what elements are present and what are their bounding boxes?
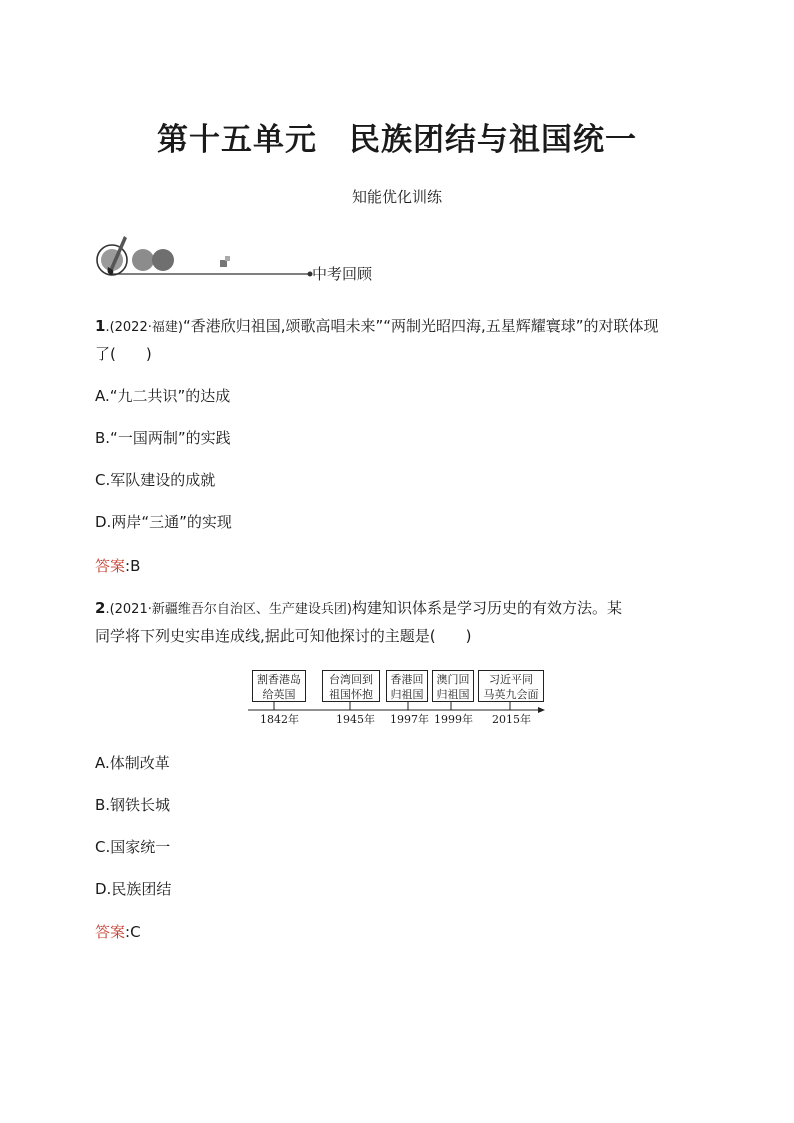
page-subtitle: 知能优化训练: [351, 188, 442, 206]
timeline-year: 2015年: [492, 713, 531, 726]
question-stem: “香港欣归祖国,颂歌高唱未来”“两制光昭四海,五星辉耀寰球”的对联体现: [182, 317, 659, 335]
question-stem-continued: 了( ): [95, 345, 152, 363]
timeline-event: 台湾回到 祖国怀抱: [322, 670, 380, 702]
timeline-year: 1997年: [390, 713, 429, 726]
timeline-event: 割香港岛 给英国: [252, 670, 306, 702]
answer-value: :C: [125, 923, 141, 941]
question-number: 2: [95, 599, 106, 617]
square-icon: [220, 260, 227, 267]
timeline-year: 1842年: [260, 713, 299, 726]
question-2: [95, 595, 705, 649]
option-d: D.两岸“三通”的实现: [95, 513, 232, 531]
answer-value: :B: [125, 557, 141, 575]
answer-label: 答案: [95, 557, 126, 575]
question-source: .(2021·新疆维吾尔自治区、生产建设兵团): [105, 602, 352, 617]
page-title: 第十五单元 民族团结与祖国统一: [157, 122, 637, 158]
timeline-event: 习近平同 马英九会面: [478, 670, 544, 702]
option-b: B.“一国两制”的实践: [95, 429, 231, 447]
option-c: C.军队建设的成就: [95, 471, 216, 489]
question-stem-continued: 同学将下列史实串连成线,据此可知他探讨的主题是( ): [95, 627, 472, 645]
question-1: [95, 313, 705, 367]
option-c: C.国家统一: [95, 838, 171, 856]
option-a: A.体制改革: [95, 754, 170, 772]
answer-1: [95, 555, 140, 576]
question-number: 1: [95, 317, 106, 335]
timeline-year: 1999年: [434, 713, 473, 726]
gray-dot-icon: [132, 249, 154, 271]
timeline-event: 香港回 归祖国: [386, 670, 428, 702]
gray-dot-icon: [152, 249, 174, 271]
arrow-right-icon: [538, 707, 545, 713]
answer-2: [95, 921, 141, 942]
question-source: .(2022·福建): [105, 320, 183, 335]
timeline-figure: [246, 667, 546, 731]
option-d: D.民族团结: [95, 880, 172, 898]
option-b: B.钢铁长城: [95, 796, 171, 814]
section-label: 中考回顾: [312, 265, 373, 283]
timeline-event: 澳门回 归祖国: [432, 670, 474, 702]
answer-label: 答案: [95, 923, 126, 941]
option-a: A.“九二共识”的达成: [95, 387, 231, 405]
timeline-year: 1945年: [336, 713, 375, 726]
question-stem: 构建知识体系是学习历史的有效方法。某: [351, 599, 622, 617]
